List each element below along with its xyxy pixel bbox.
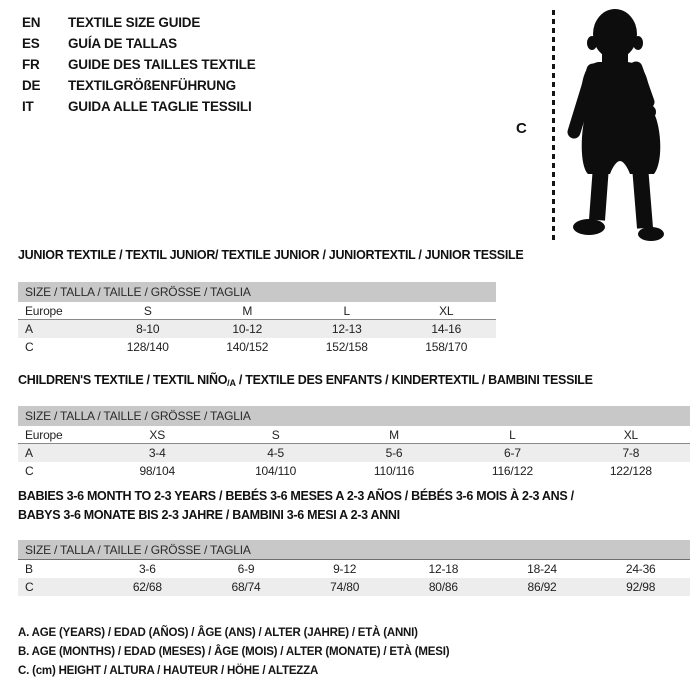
language-code: FR	[22, 57, 40, 72]
section-title-subscript: /A	[227, 378, 236, 388]
size-cell: 9-12	[333, 562, 357, 576]
size-cell: 7-8	[622, 446, 640, 460]
table-header: SIZE / TALLA / TAILLE / GRÖSSE / TAGLIA	[18, 406, 690, 426]
language-row	[22, 96, 256, 117]
language-code: ES	[22, 36, 40, 51]
language-code: EN	[22, 15, 41, 30]
size-cell: XL	[623, 428, 638, 442]
language-row	[22, 54, 256, 75]
size-cell: 116/122	[491, 464, 533, 478]
size-cell: 10-12	[232, 322, 263, 336]
row-label: A	[25, 446, 33, 460]
table-body	[18, 560, 690, 596]
table-row	[18, 578, 690, 596]
section-title-junior	[18, 246, 523, 265]
size-cell: 6-9	[237, 562, 255, 576]
section-title-children	[18, 371, 593, 391]
size-cell: XL	[439, 304, 454, 318]
size-cell: 68/74	[231, 580, 261, 594]
size-cell: XS	[149, 428, 165, 442]
language-title: TEXTILGRÖßENFÜHRUNG	[68, 78, 236, 93]
size-cell: 3-6	[138, 562, 156, 576]
language-code: IT	[22, 99, 34, 114]
height-measure-label: C	[516, 120, 527, 137]
size-cell: 4-5	[267, 446, 284, 460]
size-cell: 152/158	[325, 340, 368, 354]
size-cell: 98/104	[139, 464, 175, 478]
size-cell: M	[242, 304, 253, 318]
language-row	[22, 75, 256, 96]
size-cell: 122/128	[609, 464, 652, 478]
toddler-silhouette-icon	[560, 6, 700, 246]
children-size-table	[18, 406, 690, 480]
footnote: A. AGE (YEARS) / EDAD (AÑOS) / ÂGE (ANS) / ALTER (JAHRE) / ETÀ (ANNI)	[18, 627, 418, 639]
row-label: B	[25, 562, 33, 576]
table-header: SIZE / TALLA / TAILLE / GRÖSSE / TAGLIA	[18, 540, 690, 560]
size-cell: 110/116	[373, 464, 415, 478]
section-title-text: JUNIOR TEXTILE / TEXTIL JUNIOR/ TEXTILE JUNIOR / JUNIORTEXTIL / JUNIOR TESSILE	[18, 248, 524, 262]
section-title-text: / TEXTILE DES ENFANTS / KINDERTEXTIL / BAMBINI TESSILE	[235, 373, 593, 387]
section-title-text: BABYS 3-6 MONATE BIS 2-3 JAHRE / BAMBINI 3-6 MESI A 2-3 ANNI	[18, 508, 400, 522]
table-row	[18, 462, 690, 480]
language-list	[22, 12, 256, 117]
height-measure-dashed-line	[552, 10, 555, 242]
size-cell: S	[143, 304, 152, 318]
table-row	[18, 320, 496, 338]
size-cell: 86/92	[527, 580, 557, 594]
language-title: GUIDA ALLE TAGLIE TESSILI	[68, 99, 252, 114]
section-title-text: BABIES 3-6 MONTH TO 2-3 YEARS / BEBÉS 3-6 MESES A 2-3 AÑOS / BÉBÉS 3-6 MOIS À 2-3 ANS /	[18, 489, 574, 503]
row-label: Europe	[25, 304, 63, 318]
junior-size-table	[18, 282, 496, 356]
footnote: B. AGE (MONTHS) / EDAD (MESES) / ÂGE (MOIS) / ALTER (MONATE) / ETÀ (MESI)	[18, 646, 450, 658]
size-cell: 8-10	[136, 322, 160, 336]
row-label: A	[25, 322, 33, 336]
table-row	[18, 338, 496, 356]
size-cell: 3-4	[148, 446, 166, 460]
size-cell: 18-24	[527, 562, 557, 576]
size-cell: 140/152	[226, 340, 269, 354]
size-cell: 92/98	[626, 580, 656, 594]
size-cell: 80/86	[428, 580, 458, 594]
size-cell: 12-13	[331, 322, 362, 336]
table-header: SIZE / TALLA / TAILLE / GRÖSSE / TAGLIA	[18, 282, 496, 302]
size-cell: 104/110	[255, 464, 297, 478]
table-body	[18, 426, 690, 480]
row-label: C	[25, 464, 34, 478]
size-cell: L	[343, 304, 350, 318]
table-row	[18, 560, 690, 578]
language-title: GUIDE DES TAILLES TEXTILE	[68, 57, 256, 72]
row-label: C	[25, 580, 34, 594]
size-cell: L	[509, 428, 516, 442]
language-row	[22, 12, 256, 33]
table-row	[18, 302, 496, 320]
size-cell: 62/68	[132, 580, 162, 594]
size-cell: 12-18	[428, 562, 459, 576]
footnote-list	[18, 624, 449, 681]
language-row	[22, 33, 256, 54]
size-cell: 14-16	[431, 322, 462, 336]
size-cell: 74/80	[330, 580, 360, 594]
footnote: C. (cm) HEIGHT / ALTURA / HAUTEUR / HÖHE / ALTEZZA	[18, 665, 319, 677]
table-row	[18, 426, 690, 444]
size-cell: 6-7	[504, 446, 521, 460]
size-cell: 128/140	[126, 340, 169, 354]
language-code: DE	[22, 78, 41, 93]
babies-size-table	[18, 540, 690, 596]
size-cell: 5-6	[385, 446, 403, 460]
language-title: TEXTILE SIZE GUIDE	[68, 15, 201, 30]
section-title-babies	[18, 487, 578, 525]
size-cell: 158/170	[425, 340, 468, 354]
row-label: Europe	[25, 428, 63, 442]
language-title: GUÍA DE TALLAS	[68, 36, 177, 51]
size-cell: S	[271, 428, 280, 442]
size-cell: 24-36	[625, 562, 656, 576]
table-row	[18, 444, 690, 462]
section-title-text: CHILDREN'S TEXTILE / TEXTIL NIÑO	[18, 373, 228, 387]
table-body	[18, 302, 496, 356]
row-label: C	[25, 340, 34, 354]
size-cell: M	[389, 428, 399, 442]
